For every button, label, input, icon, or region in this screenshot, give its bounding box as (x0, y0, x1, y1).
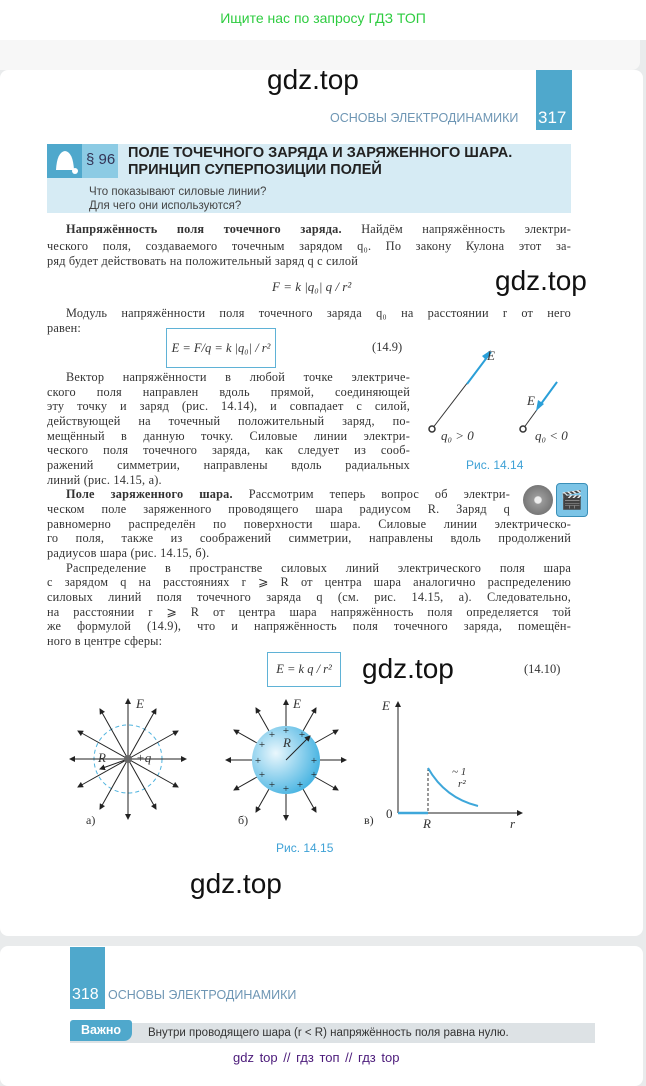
paragraph-line: мещённый в данную точку. Силовые линии электри- (47, 429, 410, 443)
paragraph-line: ческого поля точечного заряда, как следует из сооб- (47, 443, 410, 457)
running-head: ОСНОВЫ ЭЛЕКТРОДИНАМИКИ (108, 988, 297, 1002)
important-text: Внутри проводящего шара (r < R) напряжённость поля равна нулю. (148, 1027, 509, 1039)
paragraph-line: ческого поля, создаваемого точечным зарядом q₀. По закону Кулона этот за- (47, 239, 571, 253)
page-number: 317 (538, 108, 567, 127)
paragraph-line: ного в центре сферы: (47, 634, 163, 648)
paragraph-line: силовых линий поля точечного заряда q (см. рис. 14.15, а). Следовательно, (47, 590, 571, 604)
watermark: gdz.top (267, 64, 359, 95)
label-R: R (283, 735, 291, 750)
paragraph-line: на расстоянии r ⩾ R от центра шара напряжённость поля определяется той (47, 605, 571, 619)
svg-text:+: + (282, 783, 290, 795)
formula-box-sphere: E = k q / r² (267, 652, 341, 687)
label-q: +q (136, 750, 152, 765)
equation-number: (14.9) (372, 340, 403, 354)
vector-E-label: E (487, 348, 495, 363)
svg-text:+: + (282, 725, 290, 737)
watermark: gdz.top (362, 653, 454, 684)
video-icon[interactable]: 🎬 (556, 483, 588, 517)
paragraph-line: с зарядом q на расстояниях r ⩾ R от центра шара аналогично распределению (47, 575, 571, 589)
paragraph-line: равномерно распределён по поверхности шара. Силовые линии электрическо- (47, 517, 571, 531)
paragraph-line: радиусов шара (рис. 14.15, б). (47, 546, 210, 560)
paragraph-line: го поля, также из соображений симметрии, направлены вдоль продолжений (47, 531, 571, 545)
svg-text:+: + (296, 779, 304, 791)
label-positive-charge: q₀ > 0 (441, 428, 474, 443)
figure-caption: Рис. 14.14 (466, 458, 524, 472)
paragraph-line: Напряжённость поля точечного заряда. Найдём напряжённость электри- (66, 222, 571, 236)
promo-text: Ищите нас по запросу ГДЗ ТОП (220, 10, 426, 26)
formula-coulomb: F = k |q₀| q / r² (272, 279, 352, 294)
section-title: ПОЛЕ ТОЧЕЧНОГО ЗАРЯДА И ЗАРЯЖЕННОГО ШАРА. ПРИНЦИП СУПЕРПОЗИЦИИ ПОЛЕЙ (128, 145, 513, 178)
footer-link[interactable]: гдз top (358, 1050, 400, 1065)
subfig-label-b: б) (238, 813, 249, 827)
paragraph-line: ряд будет действовать на положительный заряд q с силой (47, 254, 359, 268)
subfig-label-c: в) (364, 813, 374, 827)
charged-sphere-field (226, 700, 346, 820)
svg-text:+: + (268, 729, 276, 741)
watermark: gdz.top (495, 265, 587, 296)
label-R: R (98, 750, 106, 765)
page-number: 318 (72, 986, 99, 1003)
svg-text:+: + (298, 729, 306, 741)
paragraph-line: же формулой (14.9), что и напряжённость поля точечного заряда, помещён- (47, 619, 571, 633)
paragraph-line: Модуль напряжённости поля точечного заряда q₀ на расстоянии r от него (66, 306, 571, 320)
paragraph-line: ского поля направлен вдоль прямой, соединяющей (47, 385, 410, 399)
label-E: E (293, 696, 301, 711)
section-questions: Что показывают силовые линии? Для чего они используются? (89, 186, 267, 212)
paragraph-line: Поле заряженного шара. Рассмотрим теперь вопрос об электри- (66, 487, 510, 501)
field-strength-graph (398, 702, 522, 813)
vector-E-label: E (527, 393, 535, 408)
section-number: § 96 (86, 151, 116, 168)
disc-icon[interactable] (523, 485, 553, 515)
paragraph-line: равен: (47, 321, 81, 335)
important-label: Важно (70, 1020, 132, 1041)
svg-text:+: + (310, 755, 318, 767)
figure-caption: Рис. 14.15 (276, 841, 334, 855)
axis-tick-R: R (423, 816, 431, 831)
paragraph-line: Распределение в пространстве силовых линий электрического поля шара (66, 561, 571, 575)
paragraph-line: линий (рис. 14.15, а). (47, 473, 162, 487)
subfig-label-a: а) (86, 813, 96, 827)
footer-link[interactable]: гдз топ (296, 1050, 340, 1065)
axis-label-r: r (510, 816, 516, 831)
svg-text:+: + (258, 769, 266, 781)
label-E: E (136, 696, 144, 711)
running-head: ОСНОВЫ ЭЛЕКТРОДИНАМИКИ (330, 111, 519, 125)
svg-text:+: + (254, 755, 262, 767)
label-negative-charge: q₀ < 0 (535, 428, 568, 443)
svg-text:+: + (310, 769, 318, 781)
svg-text:+: + (258, 739, 266, 751)
svg-text:+: + (268, 779, 276, 791)
footer-links: gdz top // гдз топ // гдз top (233, 1050, 400, 1065)
equation-number: (14.10) (524, 662, 561, 676)
point-charge-field (70, 699, 186, 819)
axis-label-E: E (382, 698, 390, 713)
watermark: gdz.top (190, 868, 282, 899)
label-inverse-square: ~ 1 r² (452, 766, 467, 790)
formula-box-field-strength: E = F/q = k |q₀| / r² (166, 328, 276, 368)
axis-origin: 0 (386, 806, 393, 821)
paragraph-line: ческом поле заряженного проводящего шара радиусом R. Заряд q (47, 502, 510, 516)
paragraph-line: эту точку и заряд (рис. 14.14), и совпадает с силой, (47, 399, 410, 413)
paragraph-line: действующей на точечный положительный заряд, по- (47, 414, 410, 428)
bell-icon (47, 144, 82, 178)
footer-link[interactable]: gdz top (233, 1050, 278, 1065)
paragraph-line: ражений симметрии, направлены вдоль радиальных (47, 458, 410, 472)
paragraph-line: Вектор напряжённости в любой точке электриче- (66, 370, 410, 384)
